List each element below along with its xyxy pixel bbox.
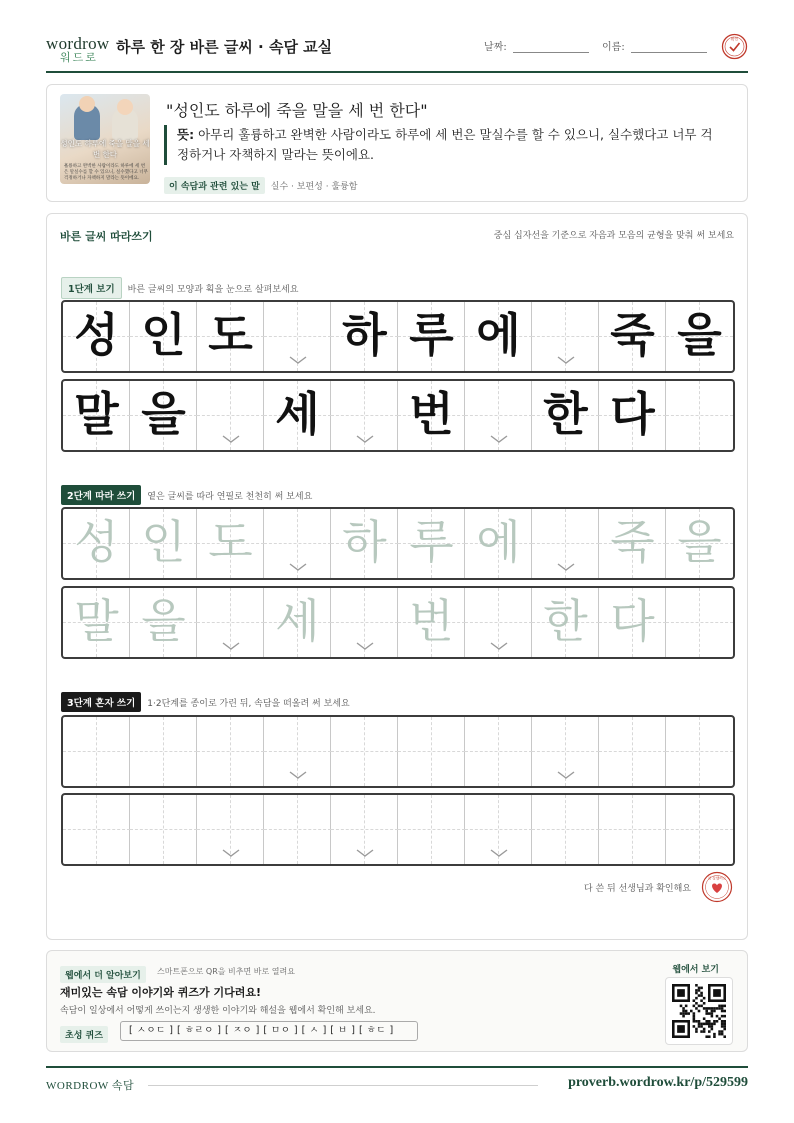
grid-cell[interactable]	[398, 795, 465, 864]
foot-stamp-text: 참 잘했어요	[707, 876, 727, 881]
space-mark-icon	[288, 562, 308, 572]
cell-center-hline	[197, 751, 264, 752]
cell-center-hline	[264, 543, 331, 544]
grid-cell[interactable]	[130, 588, 197, 657]
grid-cell[interactable]	[532, 795, 599, 864]
space-mark-icon	[489, 848, 509, 858]
step1-header	[61, 277, 298, 299]
cell-center-hline	[465, 415, 532, 416]
date-input-line[interactable]	[513, 41, 589, 53]
space-mark-icon	[489, 434, 509, 444]
practice-note: 중심 십자선을 기준으로 자음과 모음의 균형을 맞춰 써 보세요	[493, 231, 734, 241]
grid-character: 루	[409, 515, 454, 569]
grid-cell[interactable]	[666, 509, 733, 578]
grid-character: 죽	[610, 308, 655, 362]
cell-center-hline	[63, 829, 130, 830]
grid-cell[interactable]	[532, 588, 599, 657]
grid-cell[interactable]	[666, 795, 733, 864]
proverb-card	[46, 84, 748, 202]
teacher-check-note: 다 쓴 뒤 선생님과 확인해요	[583, 884, 691, 894]
cell-center-hline	[666, 415, 733, 416]
grid-cell[interactable]	[398, 509, 465, 578]
name-label: 이름:	[602, 42, 625, 53]
space-mark-icon	[221, 434, 241, 444]
cell-center-hline	[599, 751, 666, 752]
cell-center-hline	[465, 622, 532, 623]
logo-wordmark: wordrow	[46, 34, 110, 53]
cell-center-hline	[666, 829, 733, 830]
grid-character: 인	[141, 308, 186, 362]
cell-center-hline	[666, 622, 733, 623]
grid-cell[interactable]	[532, 509, 599, 578]
grid-cell	[465, 302, 532, 371]
grid-cell	[465, 381, 532, 450]
grid-cell[interactable]	[465, 795, 532, 864]
space-mark-icon	[556, 770, 576, 780]
step3-row2[interactable]	[61, 793, 735, 866]
grid-character: 을	[141, 594, 186, 648]
grid-cell	[130, 381, 197, 450]
grid-character: 을	[677, 515, 722, 569]
grid-cell[interactable]	[197, 588, 264, 657]
grid-cell	[331, 302, 398, 371]
grid-character: 번	[409, 594, 454, 648]
cell-center-hline	[63, 751, 130, 752]
grid-character: 성	[74, 515, 119, 569]
grid-cell	[197, 302, 264, 371]
grid-character: 죽	[610, 515, 655, 569]
grid-cell	[130, 302, 197, 371]
heart-stamp-icon	[701, 871, 733, 903]
logo-korean: 워드로	[60, 51, 98, 64]
grid-cell	[599, 381, 666, 450]
grid-character: 하	[342, 308, 387, 362]
cell-center-hline	[331, 415, 398, 416]
grid-cell[interactable]	[599, 795, 666, 864]
grid-cell[interactable]	[197, 795, 264, 864]
cell-center-hline	[532, 751, 599, 752]
page-footer	[46, 1066, 748, 1096]
cell-center-hline	[197, 622, 264, 623]
qr-code[interactable]	[665, 977, 733, 1045]
grid-cell	[197, 381, 264, 450]
grid-cell[interactable]	[398, 588, 465, 657]
cell-center-hline	[331, 751, 398, 752]
grid-cell[interactable]	[130, 509, 197, 578]
grid-character: 에	[476, 308, 521, 362]
proverb-meaning	[164, 125, 724, 165]
grid-cell	[398, 381, 465, 450]
grid-cell[interactable]	[331, 509, 398, 578]
illustration-note: 훌륭하고 완벽한 사람이라도 하루에 세 번은 말실수를 할 수 있으니, 실수했다고 너무 걱정하거나 자책하지 말라는 뜻이에요.	[64, 164, 148, 181]
step1-desc: 바른 글씨의 모양과 획을 눈으로 살펴보세요	[127, 285, 299, 295]
cell-center-hline	[532, 336, 599, 337]
grid-cell[interactable]	[197, 717, 264, 786]
cell-center-hline	[264, 751, 331, 752]
footer-url[interactable]: proverb.wordrow.kr/p/529599	[568, 1075, 748, 1090]
cell-center-hline	[130, 751, 197, 752]
space-mark-icon	[355, 641, 375, 651]
grid-character: 한	[543, 387, 588, 441]
step2-header	[61, 485, 312, 505]
space-mark-icon	[221, 641, 241, 651]
cell-center-hline	[398, 751, 465, 752]
practice-title: 바른 글씨 따라쓰기	[60, 230, 153, 243]
step3-desc: 1·2단계를 종이로 가린 뒤, 속담을 떠올려 써 보세요	[147, 699, 350, 709]
grid-character: 다	[610, 594, 655, 648]
grid-cell[interactable]	[130, 717, 197, 786]
space-mark-icon	[288, 770, 308, 780]
qr-code-icon	[672, 984, 726, 1038]
cell-center-hline	[599, 829, 666, 830]
grid-cell[interactable]	[331, 588, 398, 657]
web-tag-wrap	[60, 963, 152, 983]
meaning-label: 뜻:	[177, 127, 195, 142]
space-mark-icon	[288, 355, 308, 365]
space-mark-icon	[355, 434, 375, 444]
grid-cell[interactable]	[599, 717, 666, 786]
grid-cell	[398, 302, 465, 371]
cell-center-hline	[331, 829, 398, 830]
step2-badge: 2단계 따라 쓰기	[61, 485, 141, 505]
qr-label: 웹에서 보기	[672, 965, 719, 975]
grid-cell[interactable]	[264, 717, 331, 786]
grid-cell[interactable]	[264, 588, 331, 657]
grid-character: 도	[208, 515, 253, 569]
web-description: 속담이 일상에서 어떻게 쓰이는지 생생한 이야기와 해설을 웹에서 확인해 보세요.	[60, 1006, 376, 1016]
related-words	[164, 177, 358, 194]
space-mark-icon	[556, 562, 576, 572]
grid-character: 말	[74, 594, 119, 648]
cell-center-hline	[465, 829, 532, 830]
date-field	[484, 38, 589, 53]
proverb-illustration	[60, 94, 150, 184]
cell-center-hline	[532, 829, 599, 830]
grid-cell	[331, 381, 398, 450]
step3-row1[interactable]	[61, 715, 735, 788]
grid-character: 도	[208, 308, 253, 362]
grid-character: 다	[610, 387, 655, 441]
grid-cell[interactable]	[331, 717, 398, 786]
cell-center-hline	[532, 543, 599, 544]
grid-cell	[666, 302, 733, 371]
grid-cell[interactable]	[666, 717, 733, 786]
grid-cell[interactable]	[63, 588, 130, 657]
related-tag: 이 속담과 관련 있는 말	[164, 177, 265, 194]
grid-cell	[63, 381, 130, 450]
space-mark-icon	[556, 355, 576, 365]
web-promo	[46, 950, 748, 1052]
grid-cell[interactable]	[264, 795, 331, 864]
grid-cell[interactable]	[264, 509, 331, 578]
name-field	[602, 38, 707, 53]
grid-character: 세	[275, 387, 320, 441]
grid-cell[interactable]	[599, 509, 666, 578]
related-list: 실수 · 보편성 · 훌륭함	[270, 182, 358, 192]
grid-character: 세	[275, 594, 320, 648]
meaning-text: 아무리 훌륭하고 완벽한 사람이라도 하루에 세 번은 말실수를 할 수 있으니, 실수했다고 너무 걱정하거나 자책하지 말라는 뜻이에요.	[177, 127, 713, 162]
grid-cell	[666, 381, 733, 450]
chosung-quiz: [ ㅅㅇㄷ ] [ ㅎㄹㅇ ] [ ㅈㅇ ] [ ㅁㅇ ] [ ㅅ ] [ ㅂ ] [ ㅎㄷ ]	[120, 1021, 418, 1041]
proverb-title: "성인도 하루에 죽을 말을 세 번 한다"	[166, 101, 428, 120]
grid-cell[interactable]	[63, 509, 130, 578]
grid-cell	[532, 302, 599, 371]
cell-center-hline	[130, 829, 197, 830]
grid-character: 말	[74, 387, 119, 441]
handwriting-practice	[46, 213, 748, 940]
step1-badge: 1단계 보기	[61, 277, 122, 299]
cell-center-hline	[331, 622, 398, 623]
footer-brand: WORDROW 속담	[46, 1080, 135, 1092]
grid-cell[interactable]	[599, 588, 666, 657]
illustration-head-teacher	[79, 96, 95, 112]
step2-row2[interactable]	[61, 586, 735, 659]
web-tag: 웹에서 더 알아보기	[60, 966, 146, 983]
footer-divider	[148, 1085, 538, 1086]
grid-cell[interactable]	[63, 795, 130, 864]
step1-row2	[61, 379, 735, 452]
grid-cell	[264, 381, 331, 450]
cell-center-hline	[666, 751, 733, 752]
cell-center-hline	[264, 336, 331, 337]
grid-cell[interactable]	[532, 717, 599, 786]
step2-desc: 옅은 글씨를 따라 연필로 천천히 써 보세요	[147, 492, 313, 502]
space-mark-icon	[221, 848, 241, 858]
grid-character: 을	[677, 308, 722, 362]
illustration-head-student	[117, 99, 133, 115]
web-headline: 재미있는 속담 이야기와 퀴즈가 기다려요!	[60, 986, 261, 999]
grid-cell[interactable]	[331, 795, 398, 864]
grid-cell[interactable]	[130, 795, 197, 864]
date-label: 날짜:	[484, 42, 507, 53]
grid-cell[interactable]	[398, 717, 465, 786]
grid-character: 성	[74, 308, 119, 362]
grid-character: 번	[409, 387, 454, 441]
cell-center-hline	[465, 751, 532, 752]
space-mark-icon	[489, 641, 509, 651]
page-header	[46, 30, 748, 73]
step3-header	[61, 692, 350, 712]
quiz-label: 초성 퀴즈	[60, 1026, 108, 1043]
grid-cell[interactable]	[197, 509, 264, 578]
grid-character: 루	[409, 308, 454, 362]
head-stamp-text: 확인	[730, 36, 739, 42]
name-input-line[interactable]	[631, 41, 707, 53]
web-hint: 스마트폰으로 QR을 비추면 바로 열려요	[157, 967, 295, 976]
grid-character: 하	[342, 515, 387, 569]
grid-character: 을	[141, 387, 186, 441]
cell-center-hline	[197, 415, 264, 416]
grid-cell[interactable]	[465, 588, 532, 657]
grid-cell[interactable]	[63, 717, 130, 786]
grid-cell[interactable]	[465, 509, 532, 578]
grid-character: 에	[476, 515, 521, 569]
illustration-caption: 성인도 하루에 죽을 말을 세 번 한다	[60, 139, 150, 159]
step3-badge: 3단계 혼자 쓰기	[61, 692, 141, 712]
grid-cell	[599, 302, 666, 371]
cell-center-hline	[398, 829, 465, 830]
grid-character: 한	[543, 594, 588, 648]
grid-cell[interactable]	[465, 717, 532, 786]
grid-cell[interactable]	[666, 588, 733, 657]
wordrow-logo	[46, 34, 108, 64]
grid-cell	[532, 381, 599, 450]
grid-character: 인	[141, 515, 186, 569]
cell-center-hline	[197, 829, 264, 830]
step1-row1	[61, 300, 735, 373]
grid-cell	[264, 302, 331, 371]
step2-row1[interactable]	[61, 507, 735, 580]
quiz-label-wrap	[60, 1023, 114, 1043]
cell-center-hline	[264, 829, 331, 830]
check-stamp-icon	[721, 33, 748, 60]
worksheet-title: 하루 한 장 바른 글씨 · 속담 교실	[116, 38, 333, 56]
grid-cell	[63, 302, 130, 371]
space-mark-icon	[355, 848, 375, 858]
